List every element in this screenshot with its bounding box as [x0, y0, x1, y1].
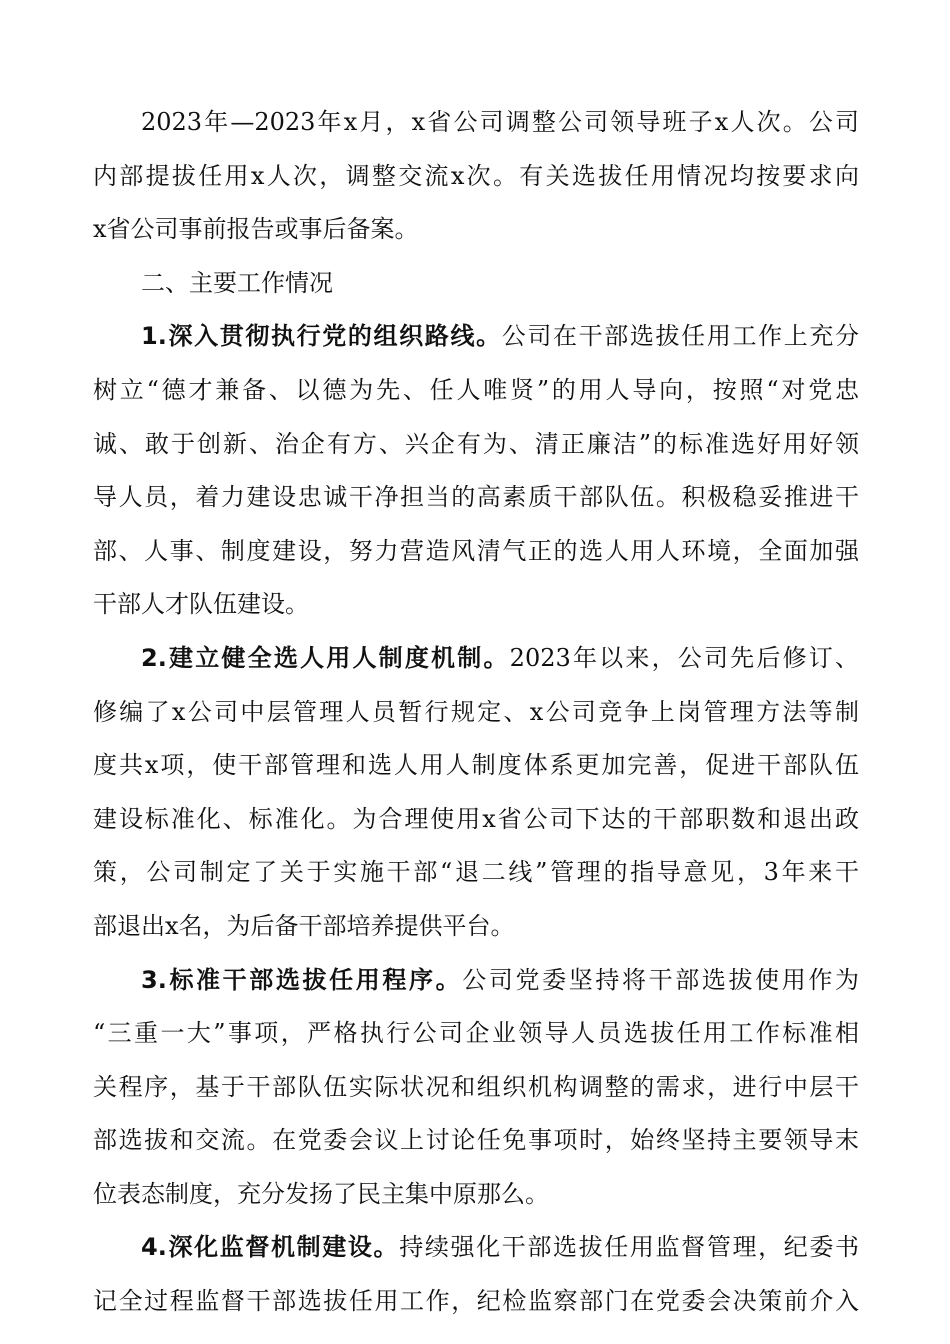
paragraph-line: 度共x项，使干部管理和选人用人制度体系更加完善，促进干部队伍 [93, 751, 859, 780]
paragraph-item-1 [93, 310, 859, 632]
paragraph-first-line [93, 954, 859, 1008]
paragraph-line: 修编了x公司中层管理人员暂行规定、x公司竞争上岗管理方法等制 [93, 697, 859, 726]
item-text: 公司党委坚持将干部选拔使用作为 [462, 965, 859, 994]
paragraph-line: 位表态制度，充分发扬了民主集中原那么。 [93, 1179, 549, 1208]
paragraph-first-line [93, 632, 859, 686]
paragraph-item-3 [93, 954, 859, 1222]
paragraph-line: 记全过程监督干部选拔任用工作，纪检监察部门在党委会决策前介入 [93, 1287, 859, 1316]
paragraph-first-line [93, 310, 859, 364]
paragraph-line: 部、人事、制度建设，努力营造风清气正的选人用人环境，全面加强 [93, 536, 859, 565]
section-heading: 二、主要工作情况 [141, 268, 333, 297]
paragraph-line: 建设标准化、标准化。为合理使用x省公司下达的干部职数和退出政 [93, 804, 859, 833]
paragraph-line: “三重一大”事项，严格执行公司企业领导人员选拔任用工作标准相 [93, 1019, 859, 1048]
paragraph-line: 2023年—2023年x月，x省公司调整公司领导班子x人次。公司 [141, 108, 859, 136]
item-title: 3.标准干部选拔任用程序。 [141, 965, 463, 994]
paragraph-line: 关程序，基于干部队伍实际状况和组织机构调整的需求，进行中层干 [93, 1072, 859, 1101]
paragraph-line: 干部人才队伍建设。 [93, 590, 309, 619]
paragraph-line: 部退出x名，为后备干部培养提供平台。 [93, 911, 515, 940]
item-title: 1.深入贯彻执行党的组织路线。 [141, 322, 502, 351]
paragraph-line: 诚、敢于创新、治企有方、兴企有为、清正廉洁”的标准选好用好领 [93, 429, 859, 458]
item-title: 4.深化监督机制建设。 [141, 1233, 400, 1262]
item-text: 持续强化干部选拔任用监督管理，纪委书 [399, 1233, 859, 1262]
paragraph-item-4 [93, 1221, 859, 1328]
paragraph-line: 内部提拔任用x人次，调整交流x次。有关选拔任用情况均按要求向 [93, 161, 859, 190]
paragraph-intro [93, 96, 859, 257]
item-text: 2023年以来，公司先后修订、 [509, 643, 859, 672]
paragraph-line: 导人员，着力建设忠诚干净担当的高素质干部队伍。积极稳妥推进干 [93, 483, 859, 512]
paragraph-first-line [93, 1221, 859, 1275]
paragraph-line: 树立“德才兼备、以德为先、任人唯贤”的用人导向，按照“对党忠 [93, 375, 859, 404]
paragraph-item-2 [93, 632, 859, 954]
paragraph-line: 策，公司制定了关于实施干部“退二线”管理的指导意见，3年来干 [93, 858, 859, 887]
paragraph-line: x省公司事前报告或事后备案。 [93, 215, 419, 244]
item-text: 公司在干部选拔任用工作上充分 [501, 322, 859, 351]
document-body [93, 96, 859, 1329]
paragraph-line: 部选拔和交流。在党委会议上讨论任免事项时，始终坚持主要领导末 [93, 1126, 859, 1155]
item-title: 2.建立健全选人用人制度机制。 [141, 643, 510, 672]
